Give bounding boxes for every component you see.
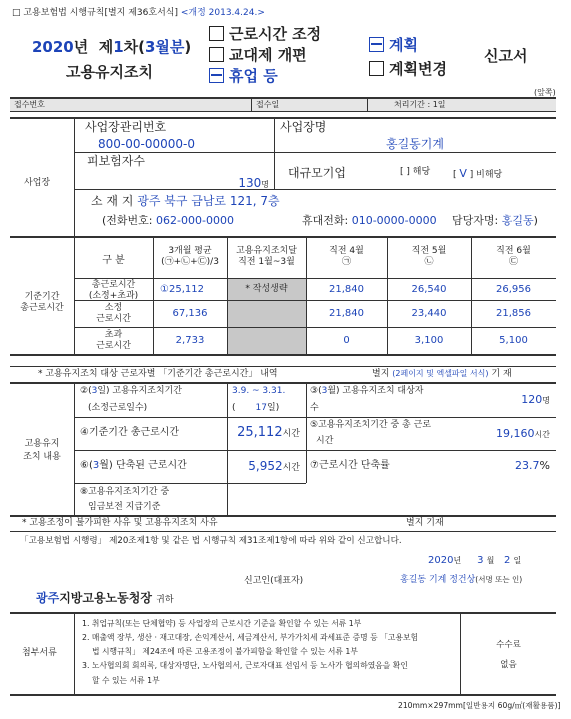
attachment-item: 1. 취업규칙(또는 단체협약) 등 사업장의 근로시간 기준을 확인할 수 있는 서류 1부 (82, 619, 362, 628)
attachment-item: 법 시행규칙」 제24조에 따른 고용조정이 불가피함을 확인할 수 있는 서류 1부 (92, 647, 358, 656)
checkbox-icon[interactable] (209, 47, 224, 62)
option-shift[interactable]: 교대제 개편 (209, 47, 307, 63)
declaration-date: 2020년 3 월 2 일 (428, 555, 522, 566)
reason-label: * 고용조정이 불가피한 사유 및 고용유지조치 사유 (22, 518, 218, 528)
plan-period-range: 3.9. ~ 3.31. (232, 386, 286, 396)
attachment-item: 2. 매출액 장부, 생산 · 재고대장, 손익계산서, 세금계산서, 부가가치세 과세표준 증명 등 「고용보험 (82, 633, 419, 642)
col-month5: 직전 5월 ㉡ (411, 246, 447, 268)
option-leave[interactable]: 휴업 등 (209, 68, 278, 84)
plan-total-hours-value: 19,160시간 (496, 427, 550, 440)
col-average: 3개월 평균 (㉠+㉡+㉢)/3 (161, 246, 219, 268)
cell-period-note: * 작성생략 (245, 284, 288, 294)
plan-header-left: * 고용유지조치 대상 근로자별 「기준기간 총근로시간」 내역 (38, 369, 278, 379)
cell-average: ①25,112 (160, 284, 204, 295)
cell-average: 2,733 (175, 335, 205, 346)
workplace-name-label: 사업장명 (280, 120, 327, 134)
plan-base-hours-label: ④기준기간 총근로시간 (80, 427, 180, 438)
mgmt-no-label: 사업장관리번호 (85, 120, 167, 134)
option-plan-change[interactable]: 계획변경 (369, 61, 447, 77)
row-label: 초과 근로시간 (96, 330, 131, 351)
hours-section-label: 기준기간 총근로시간 (20, 292, 64, 313)
plan-period-sub: (소정근로일수) (88, 403, 148, 413)
plan-period-label: ②(3일) 고용유지조치기간 (80, 386, 182, 396)
plan-target-sub: 수 (310, 403, 319, 413)
plan-reduction-rate-value: 23.7% (515, 459, 550, 472)
col-month4: 직전 4월 ㉠ (329, 246, 364, 268)
col-month6: 직전 6월 ㉢ (496, 246, 531, 268)
signer-name[interactable]: 홍길동 기계 정건상(서명 또는 인) (400, 575, 523, 585)
plan-total-hours-label: ⑤고용유지조치기간 중 총 근로 (310, 420, 431, 430)
option-plan[interactable]: 계획 (369, 37, 418, 53)
checked-checkbox-icon[interactable] (369, 37, 384, 52)
plan-wage-sub: 임금보전 지급기준 (88, 502, 161, 512)
declaration-text: 「고용보험법 시행령」 제20조제1항 및 같은 법 시행규칙 제31조제1항에 따라 위와 같이 신고합니다. (20, 536, 402, 546)
signer-label: 신고인(대표자) (244, 576, 304, 586)
plan-period-days: ( 17일) (232, 403, 280, 413)
plan-header-right: 별지 (2페이지 및 엑셀파일 서식) 기 재 (372, 369, 512, 379)
insured-value: 130명 (238, 176, 269, 190)
mgmt-no-value: 800-00-00000-0 (98, 137, 195, 151)
col-category: 구 분 (102, 255, 125, 266)
receipt-number-label: 접수번호 (14, 100, 45, 109)
plan-reduction-rate-label: ⑦근로시간 단축률 (310, 460, 390, 471)
large-company-label: 대규모기업 (288, 166, 346, 180)
plan-wage-label: ⑧고용유지조치기간 중 (80, 487, 170, 497)
mobile-line: 휴대전화: 010-0000-0000 (302, 214, 437, 227)
attachments-label: 첨부서류 (22, 648, 57, 658)
title-suffix: 신고서 (484, 47, 528, 65)
plan-reduced-value: 5,952시간 (248, 459, 300, 473)
cell-month5: 23,440 (411, 308, 447, 319)
cell-month6: 5,100 (499, 335, 528, 346)
fee-label: 수수료 (496, 640, 521, 650)
receipt-date-label: 접수일 (256, 100, 280, 109)
reason-value: 별지 기재 (406, 518, 444, 528)
form-reference: □ 고용보험법 시행규칙[별지 제36호서식] <개정 2013.4.24.> (12, 8, 265, 18)
title-main: 고용유지조치 (66, 63, 153, 81)
cell-month6: 26,956 (496, 284, 531, 295)
cell-average: 67,136 (172, 308, 208, 319)
plan-total-hours-sub: 시간 (316, 436, 334, 446)
large-company-yes[interactable]: [ ] 해당 (400, 167, 431, 177)
fee-value: 없음 (500, 660, 517, 670)
checkbox-icon[interactable] (369, 61, 384, 76)
title-period: 2020년 제1차(3월분) (32, 38, 192, 56)
recipient: 광주지방고용노동청장 귀하 (36, 591, 174, 605)
large-company-no[interactable]: [ V ] 비해당 (453, 167, 503, 180)
plan-target-label: ③(3월) 고용유지조치 대상자 (310, 386, 424, 396)
workplace-name-value: 홍길동기계 (386, 137, 444, 151)
contact-line: (전화번호: 062-000-0000 (102, 214, 234, 227)
checkbox-icon[interactable] (209, 26, 224, 41)
attachment-item: 할 수 있는 서류 1부 (92, 676, 160, 685)
cell-month4: 21,840 (329, 308, 364, 319)
row-label: 총근로시간 (소정+초과) (88, 280, 139, 301)
workplace-section-label: 사업장 (24, 178, 51, 188)
cell-month4: 0 (343, 335, 350, 346)
plan-reduced-label: ⑥(3월) 단축된 근로시간 (80, 460, 187, 471)
cell-month4: 21,840 (329, 284, 364, 295)
plan-target-value: 120명 (521, 393, 550, 406)
insured-label: 피보험자수 (87, 154, 145, 168)
plan-base-hours-value: 25,112시간 (237, 425, 300, 440)
processing-period-label: 처리기간 : 1일 (394, 100, 446, 109)
cell-month5: 3,100 (414, 335, 444, 346)
paper-spec-footer: 210mm×297mm[일반용지 60g/㎡(재활용품)] (398, 701, 561, 710)
checkmark-icon: V (459, 167, 467, 180)
plan-section-label: 고용유지 조치 내용 (23, 439, 61, 462)
checked-checkbox-icon[interactable] (209, 68, 224, 83)
front-page-note: (앞쪽) (534, 88, 556, 97)
address-line: 소 재 지 광주 북구 금남로 121, 7층 (91, 194, 280, 208)
receipt-row (10, 97, 556, 111)
cell-month6: 21,856 (496, 308, 531, 319)
col-period: 고용유지조치달 직전 1월~3월 (236, 246, 297, 268)
cell-month5: 26,540 (411, 284, 447, 295)
row-label: 소정 근로시간 (96, 303, 131, 324)
option-hours[interactable]: 근로시간 조정 (209, 26, 321, 42)
attachment-item: 3. 노사협의회 회의록, 대상자명단, 노사협의서, 근로자대표 선임서 등 노사가 협의하였음을 확인 (82, 661, 408, 670)
manager-line: 담당자명: 홍길동) (452, 214, 538, 227)
